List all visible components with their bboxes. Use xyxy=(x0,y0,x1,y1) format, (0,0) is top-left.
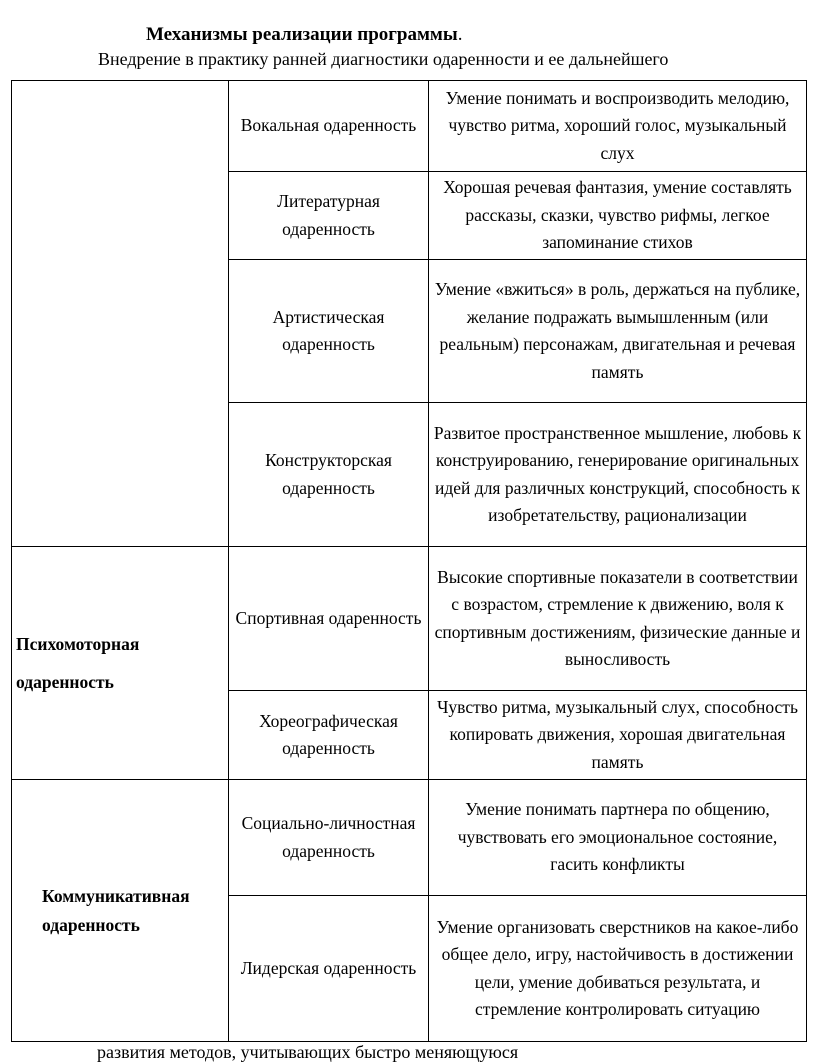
giftedness-description: Умение понимать партнера по общению, чувствовать его эмоциональное состояние, гасить конфликты xyxy=(429,780,807,896)
giftedness-description: Умение понимать и воспроизводить мелодию, чувство ритма, хороший голос, музыкальный слух xyxy=(429,81,807,172)
giftedness-description: Чувство ритма, музыкальный слух, способность копировать движения, хорошая двигательная память xyxy=(429,691,807,780)
giftedness-description: Развитое пространственное мышление, любовь к конструированию, генерирование оригинальных идей для различных конструкций, способность к изобретательству, рационализации xyxy=(429,403,807,547)
giftedness-type: Литературная одаренность xyxy=(229,172,429,260)
section-title xyxy=(146,24,462,46)
giftedness-description: Умение организовать сверстников на какое-либо общее дело, игру, настойчивость в достижении цели, умение добиваться результата, и стремление контролировать ситуацию xyxy=(429,896,807,1042)
giftedness-type: Хореографическая одаренность xyxy=(229,691,429,780)
table-row xyxy=(12,780,807,896)
giftedness-description: Умение «вжиться» в роль, держаться на публике, желание подражать вымышленным (или реальным) персонажам, двигательная и речевая память xyxy=(429,260,807,403)
section-title-dot: . xyxy=(457,24,463,45)
giftedness-description: Высокие спортивные показатели в соответствии с возрастом, стремление к движению, воля к спортивным достижениям, физические данные и выносливость xyxy=(429,547,807,691)
giftedness-description: Хорошая речевая фантазия, умение составлять рассказы, сказки, чувство рифмы, легкое запоминание стихов xyxy=(429,172,807,260)
giftedness-type: Лидерская одаренность xyxy=(229,896,429,1042)
giftedness-table xyxy=(11,80,807,1042)
group-cell-communicative: Коммуникативная одаренность xyxy=(12,780,229,1042)
group-cell-general xyxy=(12,81,229,547)
section-title-text: Механизмы реализации программы xyxy=(146,24,458,45)
intro-text: Внедрение в практику ранней диагностики одаренности и ее дальнейшего xyxy=(98,49,669,69)
group-cell-psychomotor: Психомоторная одаренность xyxy=(12,547,229,780)
giftedness-type: Вокальная одаренность xyxy=(229,81,429,172)
giftedness-type: Конструкторская одаренность xyxy=(229,403,429,547)
table-row xyxy=(12,81,807,172)
giftedness-type: Социально-личностная одаренность xyxy=(229,780,429,896)
table-row xyxy=(12,547,807,691)
giftedness-type: Артистическая одаренность xyxy=(229,260,429,403)
giftedness-type: Спортивная одаренность xyxy=(229,547,429,691)
footer-text: развития методов, учитывающих быстро меняющуюся xyxy=(97,1042,519,1062)
